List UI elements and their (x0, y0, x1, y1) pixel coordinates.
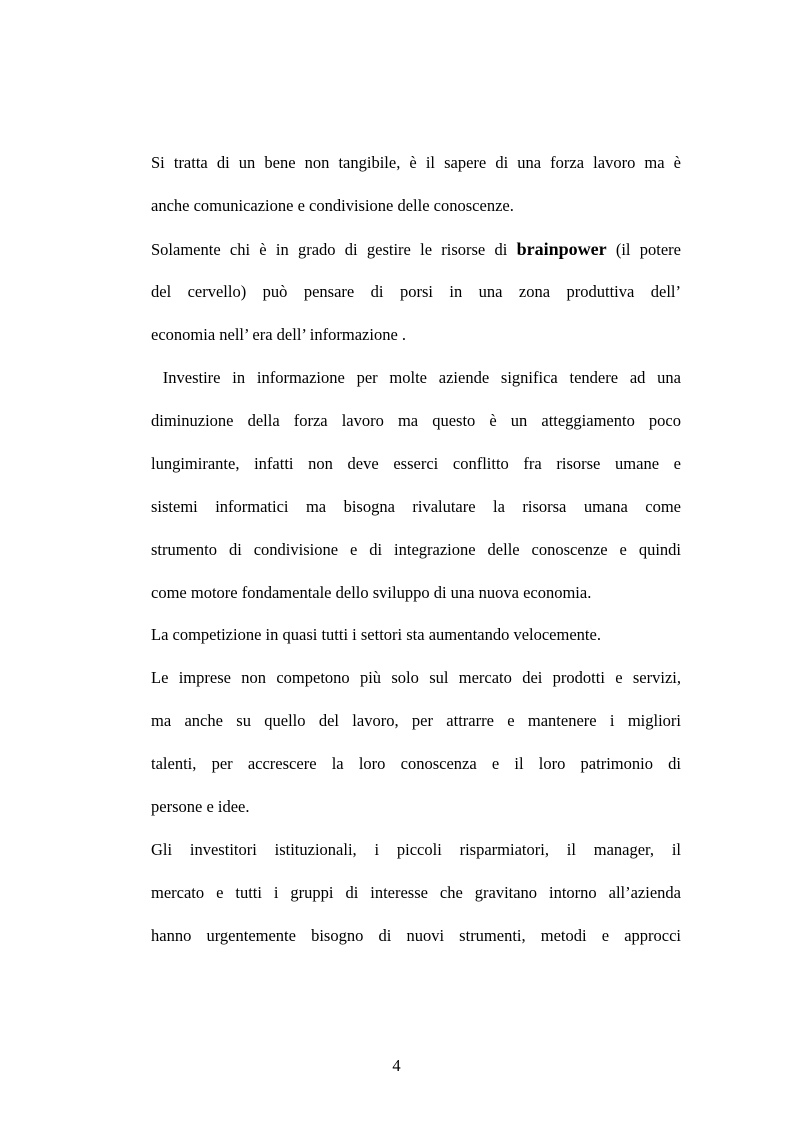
text-line-3-after: (il potere (606, 240, 681, 259)
brainpower-term: brainpower (516, 239, 607, 259)
text-line-3 (151, 239, 681, 260)
text-line-11: come motore fondamentale dello sviluppo di una nuova economia. (151, 583, 592, 602)
page-number: 4 (392, 1056, 401, 1075)
text-line-15: talenti, per accrescere la loro conoscenza e il loro patrimonio di (151, 754, 681, 773)
text-line-9: sistemi informatici ma bisogna rivalutare la risorsa umana come (151, 497, 681, 516)
text-line-8: lungimirante, infatti non deve esserci conflitto fra risorse umane e (151, 454, 681, 473)
text-line-10: strumento di condivisione e di integrazione delle conoscenze e quindi (151, 540, 681, 559)
text-line-1: Si tratta di un bene non tangibile, è il sapere di una forza lavoro ma è (151, 153, 681, 172)
text-line-7: diminuzione della forza lavoro ma questo è un atteggiamento poco (151, 411, 681, 430)
text-line-17: Gli investitori istituzionali, i piccoli risparmiatori, il manager, il (151, 840, 681, 859)
text-line-19: hanno urgentemente bisogno di nuovi strumenti, metodi e approcci (151, 926, 681, 945)
text-line-2: anche comunicazione e condivisione delle conoscenze. (151, 196, 514, 215)
text-line-6: Investire in informazione per molte aziende significa tendere ad una (151, 368, 681, 387)
text-line-3-before: Solamente chi è in grado di gestire le risorse di (151, 240, 517, 259)
text-line-18: mercato e tutti i gruppi di interesse che gravitano intorno all’azienda (151, 883, 681, 902)
text-line-13: Le imprese non competono più solo sul mercato dei prodotti e servizi, (151, 668, 681, 687)
text-line-4: del cervello) può pensare di porsi in una zona produttiva dell’ (151, 282, 681, 301)
text-line-14: ma anche su quello del lavoro, per attrarre e mantenere i migliori (151, 711, 681, 730)
text-line-12: La competizione in quasi tutti i settori sta aumentando velocemente. (151, 625, 601, 644)
text-line-16: persone e idee. (151, 797, 250, 816)
text-line-5: economia nell’ era dell’ informazione . (151, 325, 407, 344)
